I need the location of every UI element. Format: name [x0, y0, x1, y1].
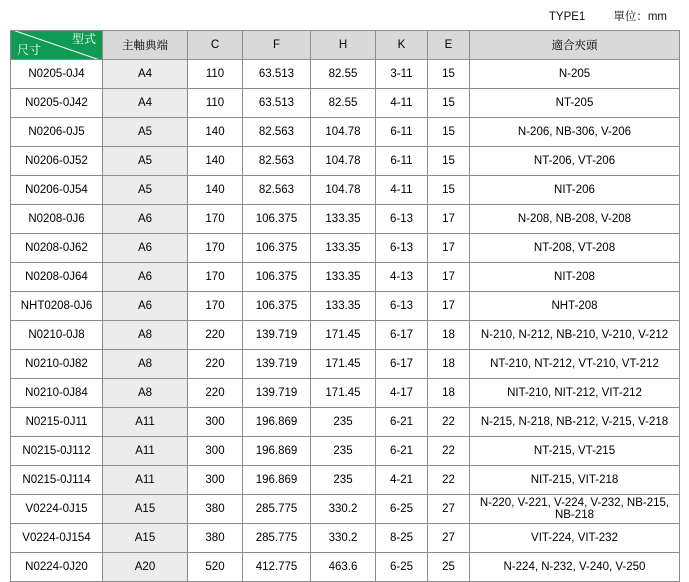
table-row	[11, 263, 680, 292]
cell-h: 330.2	[311, 495, 376, 524]
cell-e: 22	[428, 408, 470, 437]
column-header-fit: 適合夾頭	[470, 31, 680, 60]
cell-fit: N-205	[470, 60, 680, 89]
table-row	[11, 495, 680, 524]
cell-k: 6-13	[376, 292, 428, 321]
cell-fit: VIT-224, VIT-232	[470, 524, 680, 553]
cell-model: V0224-0J154	[11, 524, 103, 553]
cell-model: N0224-0J20	[11, 553, 103, 582]
cell-c: 220	[188, 321, 243, 350]
cell-c: 300	[188, 437, 243, 466]
cell-e: 22	[428, 466, 470, 495]
corner-header-size: 尺寸	[17, 43, 42, 57]
cell-f: 196.869	[243, 437, 311, 466]
type-label: TYPE1	[548, 11, 586, 23]
cell-e: 15	[428, 89, 470, 118]
cell-e: 27	[428, 524, 470, 553]
cell-spindle: A20	[103, 553, 188, 582]
cell-h: 463.6	[311, 553, 376, 582]
cell-h: 171.45	[311, 321, 376, 350]
cell-model: N0210-0J82	[11, 350, 103, 379]
cell-c: 220	[188, 350, 243, 379]
cell-h: 82.55	[311, 89, 376, 118]
cell-h: 104.78	[311, 147, 376, 176]
cell-k: 6-21	[376, 437, 428, 466]
cell-model: N0208-0J64	[11, 263, 103, 292]
cell-k: 4-13	[376, 263, 428, 292]
cell-spindle: A6	[103, 292, 188, 321]
cell-model: V0224-0J15	[11, 495, 103, 524]
cell-fit: NIT-208	[470, 263, 680, 292]
cell-fit: NT-206, VT-206	[470, 147, 680, 176]
cell-e: 15	[428, 118, 470, 147]
cell-f: 82.563	[243, 147, 311, 176]
cell-e: 15	[428, 60, 470, 89]
cell-k: 6-25	[376, 495, 428, 524]
cell-c: 300	[188, 466, 243, 495]
cell-h: 235	[311, 408, 376, 437]
cell-model: N0208-0J6	[11, 205, 103, 234]
cell-fit: N-220, V-221, V-224, V-232, NB-215, NB-218	[470, 495, 680, 524]
table-head	[11, 31, 680, 60]
cell-f: 82.563	[243, 118, 311, 147]
cell-f: 196.869	[243, 466, 311, 495]
corner-header-type: 型式	[71, 32, 96, 46]
cell-e: 17	[428, 292, 470, 321]
cell-spindle: A5	[103, 147, 188, 176]
table-row	[11, 553, 680, 582]
table-row	[11, 118, 680, 147]
cell-model: N0215-0J114	[11, 466, 103, 495]
table-row	[11, 60, 680, 89]
cell-model: N0205-0J42	[11, 89, 103, 118]
corner-inner	[11, 31, 102, 59]
column-header-k: K	[376, 31, 428, 60]
cell-spindle: A8	[103, 321, 188, 350]
cell-h: 171.45	[311, 379, 376, 408]
cell-c: 300	[188, 408, 243, 437]
cell-h: 133.35	[311, 234, 376, 263]
cell-fit: NIT-215, VIT-218	[470, 466, 680, 495]
cell-model: N0215-0J112	[11, 437, 103, 466]
cell-h: 235	[311, 437, 376, 466]
cell-h: 133.35	[311, 292, 376, 321]
cell-spindle: A4	[103, 89, 188, 118]
cell-e: 17	[428, 263, 470, 292]
cell-h: 133.35	[311, 263, 376, 292]
cell-spindle: A11	[103, 466, 188, 495]
cell-e: 27	[428, 495, 470, 524]
cell-k: 4-11	[376, 89, 428, 118]
cell-f: 285.775	[243, 524, 311, 553]
cell-e: 17	[428, 234, 470, 263]
cell-k: 6-17	[376, 321, 428, 350]
cell-k: 6-11	[376, 118, 428, 147]
table-corner-header	[11, 31, 103, 60]
cell-spindle: A5	[103, 176, 188, 205]
cell-k: 6-13	[376, 205, 428, 234]
cell-h: 171.45	[311, 350, 376, 379]
column-header-spindle: 主軸典端	[103, 31, 188, 60]
cell-k: 4-21	[376, 466, 428, 495]
cell-spindle: A5	[103, 118, 188, 147]
cell-spindle: A11	[103, 437, 188, 466]
cell-h: 104.78	[311, 118, 376, 147]
table-row	[11, 89, 680, 118]
cell-e: 17	[428, 205, 470, 234]
column-header-e: E	[428, 31, 470, 60]
cell-h: 82.55	[311, 60, 376, 89]
cell-fit: NT-215, VT-215	[470, 437, 680, 466]
unit-label: 單位：mm	[613, 11, 667, 23]
cell-spindle: A11	[103, 408, 188, 437]
cell-k: 6-21	[376, 408, 428, 437]
cell-e: 18	[428, 379, 470, 408]
cell-h: 235	[311, 466, 376, 495]
cell-model: N0206-0J54	[11, 176, 103, 205]
cell-fit: NT-205	[470, 89, 680, 118]
cell-model: N0205-0J4	[11, 60, 103, 89]
table-body	[11, 60, 680, 582]
cell-spindle: A6	[103, 205, 188, 234]
table-row	[11, 176, 680, 205]
cell-f: 196.869	[243, 408, 311, 437]
cell-h: 133.35	[311, 205, 376, 234]
cell-k: 3-11	[376, 60, 428, 89]
cell-e: 15	[428, 147, 470, 176]
table-row	[11, 321, 680, 350]
cell-spindle: A4	[103, 60, 188, 89]
cell-spindle: A8	[103, 350, 188, 379]
cell-f: 139.719	[243, 379, 311, 408]
cell-f: 63.513	[243, 60, 311, 89]
cell-spindle: A15	[103, 524, 188, 553]
cell-c: 220	[188, 379, 243, 408]
cell-c: 380	[188, 495, 243, 524]
table-row	[11, 437, 680, 466]
cell-f: 139.719	[243, 321, 311, 350]
cell-fit: NIT-206	[470, 176, 680, 205]
cell-k: 6-17	[376, 350, 428, 379]
column-header-c: C	[188, 31, 243, 60]
cell-c: 140	[188, 176, 243, 205]
cell-model: NHT0208-0J6	[11, 292, 103, 321]
table-row	[11, 466, 680, 495]
cell-fit: NIT-210, NIT-212, VIT-212	[470, 379, 680, 408]
cell-fit: N-208, NB-208, V-208	[470, 205, 680, 234]
cell-spindle: A6	[103, 234, 188, 263]
table-header-row	[11, 31, 680, 60]
cell-f: 106.375	[243, 263, 311, 292]
cell-model: N0215-0J11	[11, 408, 103, 437]
column-header-f: F	[243, 31, 311, 60]
cell-c: 140	[188, 118, 243, 147]
table-row	[11, 350, 680, 379]
header-note	[10, 8, 679, 26]
cell-c: 170	[188, 263, 243, 292]
cell-h: 330.2	[311, 524, 376, 553]
cell-e: 22	[428, 437, 470, 466]
cell-fit: N-206, NB-306, V-206	[470, 118, 680, 147]
table-row	[11, 234, 680, 263]
cell-h: 104.78	[311, 176, 376, 205]
cell-model: N0210-0J84	[11, 379, 103, 408]
column-header-h: H	[311, 31, 376, 60]
cell-fit: N-224, N-232, V-240, V-250	[470, 553, 680, 582]
table-row	[11, 524, 680, 553]
table-row	[11, 147, 680, 176]
cell-f: 412.775	[243, 553, 311, 582]
cell-model: N0206-0J5	[11, 118, 103, 147]
cell-c: 520	[188, 553, 243, 582]
cell-model: N0210-0J8	[11, 321, 103, 350]
cell-spindle: A15	[103, 495, 188, 524]
cell-f: 106.375	[243, 292, 311, 321]
cell-c: 170	[188, 292, 243, 321]
cell-c: 110	[188, 89, 243, 118]
cell-e: 25	[428, 553, 470, 582]
cell-k: 6-13	[376, 234, 428, 263]
cell-f: 82.563	[243, 176, 311, 205]
cell-fit: NHT-208	[470, 292, 680, 321]
cell-c: 380	[188, 524, 243, 553]
cell-fit: NT-208, VT-208	[470, 234, 680, 263]
cell-c: 110	[188, 60, 243, 89]
cell-k: 4-17	[376, 379, 428, 408]
cell-model: N0206-0J52	[11, 147, 103, 176]
cell-f: 63.513	[243, 89, 311, 118]
cell-k: 6-11	[376, 147, 428, 176]
cell-spindle: A6	[103, 263, 188, 292]
cell-k: 4-11	[376, 176, 428, 205]
table-row	[11, 408, 680, 437]
cell-c: 140	[188, 147, 243, 176]
cell-e: 15	[428, 176, 470, 205]
cell-fit: NT-210, NT-212, VT-210, VT-212	[470, 350, 680, 379]
cell-k: 6-25	[376, 553, 428, 582]
cell-fit: N-210, N-212, NB-210, V-210, V-212	[470, 321, 680, 350]
cell-e: 18	[428, 350, 470, 379]
cell-f: 106.375	[243, 205, 311, 234]
cell-f: 106.375	[243, 234, 311, 263]
cell-c: 170	[188, 205, 243, 234]
cell-spindle: A8	[103, 379, 188, 408]
cell-f: 139.719	[243, 350, 311, 379]
cell-fit: N-215, N-218, NB-212, V-215, V-218	[470, 408, 680, 437]
table-row	[11, 379, 680, 408]
table-row	[11, 292, 680, 321]
cell-k: 8-25	[376, 524, 428, 553]
cell-model: N0208-0J62	[11, 234, 103, 263]
table-row	[11, 205, 680, 234]
cell-e: 18	[428, 321, 470, 350]
cell-f: 285.775	[243, 495, 311, 524]
cell-c: 170	[188, 234, 243, 263]
specification-table	[10, 30, 680, 582]
